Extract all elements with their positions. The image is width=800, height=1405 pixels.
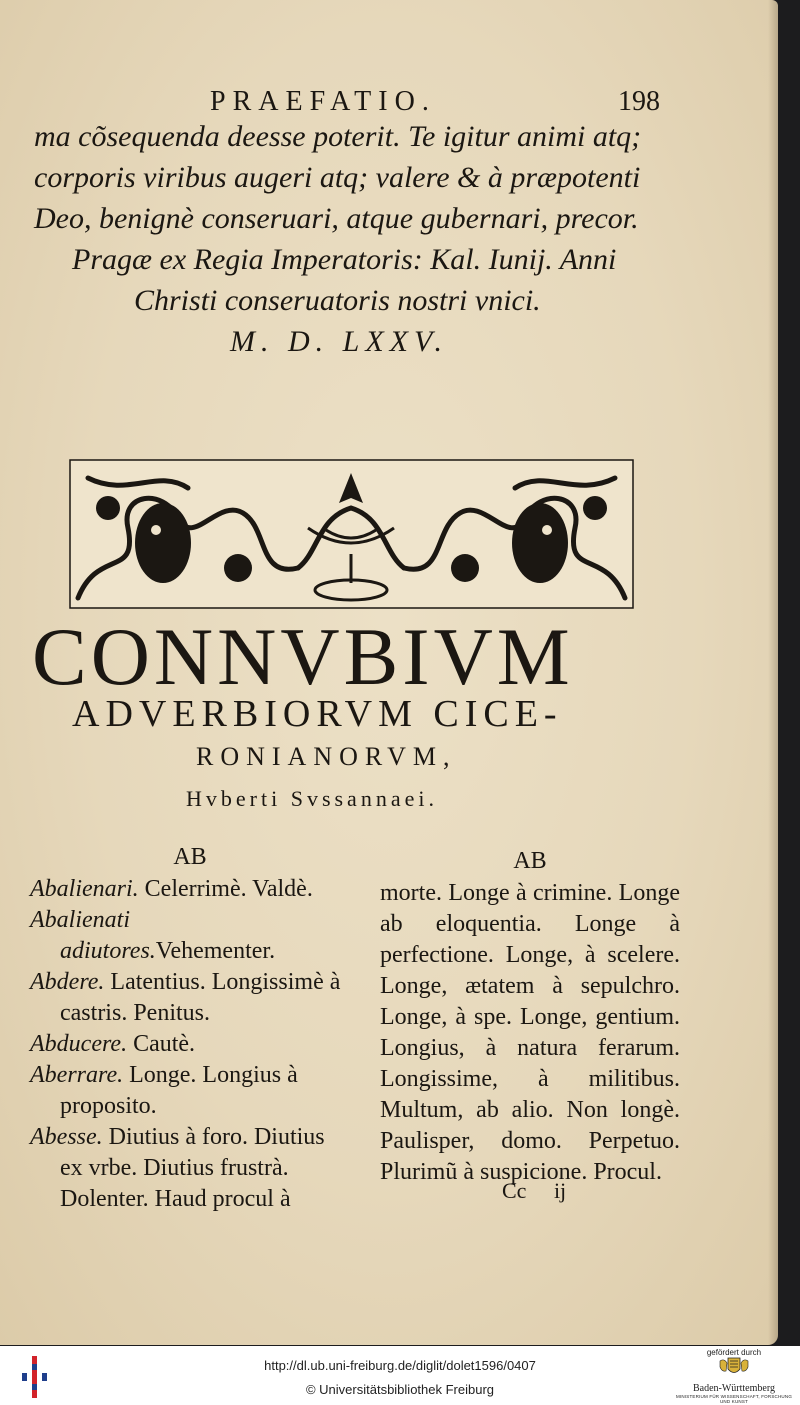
entry-text: Celerrimè. Valdè. (138, 876, 313, 902)
page-number: 198 (618, 86, 660, 117)
woodcut-ornament (68, 458, 635, 610)
funder-label: gefördert durch (706, 1348, 762, 1357)
right-column (380, 846, 680, 1188)
entry-lemma: Abducere. (30, 1031, 128, 1057)
permalink-url[interactable]: http://dl.ub.uni-freiburg.de/diglit/dolet1596/0407 (264, 1358, 536, 1373)
dictionary-entry (30, 1060, 350, 1122)
signature-mark: Cc ij (502, 1178, 567, 1203)
entry-text: Cautè. (127, 1031, 196, 1057)
preface-line: ma cõsequenda deesse poterit. Te igitur animi atq; (34, 120, 642, 153)
dictionary-entry (30, 1122, 350, 1215)
entry-text: Diutius à foro. Diutius ex vrbe. Diutius frustrà. Dolenter. Haud procul à (60, 1124, 325, 1212)
right-column-heading: AB (513, 848, 547, 874)
left-column-heading: AB (173, 844, 207, 870)
dictionary-entry (30, 905, 350, 967)
entry-lemma: Abalienati adiutores. (30, 907, 156, 964)
coat-of-arms-icon (717, 1357, 751, 1377)
title-line-3: RONIANORVM, (196, 742, 457, 771)
dictionary-entry (30, 874, 350, 905)
running-head: PRAEFATIO. (210, 86, 436, 117)
viewer-footer (0, 1346, 800, 1405)
preface-line: corporis viribus augeri atq; valere & à præpotenti (34, 161, 641, 194)
funder-ministry: MINISTERIUM FÜR WISSENSCHAFT, FORSCHUNG UND KUNST (675, 1394, 793, 1404)
dictionary-entry (30, 967, 350, 1029)
author-name: Hvberti Svssannaei. (186, 786, 438, 811)
title-line-2: ADVERBIORVM CICE- (72, 693, 563, 735)
preface-line: Deo, benignè conseruari, atque gubernari, precor. (34, 202, 639, 235)
preface-line: Pragæ ex Regia Imperatoris: Kal. Iunij. Anni (72, 243, 617, 276)
entry-lemma: Abalienari. (30, 876, 139, 902)
preface-date: M. D. LXXV. (230, 325, 448, 358)
entry-text: Latentius. Longissimè à castris. Penitus. (60, 969, 341, 1026)
left-column (30, 842, 350, 1215)
title-line-1: CONNVBIVM (32, 611, 574, 702)
entry-text: Vehementer. (155, 938, 276, 964)
entry-text: Longe. Longius à proposito. (60, 1062, 298, 1119)
right-column-text: morte. Longe à crimine. Longe ab eloquentia. Longe à perfectione. Longe, à scelere. Longe, ætatem à sepulchro. Longe, à spe. Longe, gentium. Longius, à natura ferarum. Longissime, à militibus. Multum, ab alio. Non longè. Paulisper, domo. Perpetuo. Plurimũ à suspicione. Procul. (380, 880, 680, 1185)
entry-lemma: Aberrare. (30, 1062, 124, 1088)
entry-lemma: Abdere. (30, 969, 105, 995)
funder-logo (672, 1348, 796, 1404)
copyright-notice: © Universitätsbibliothek Freiburg (305, 1382, 495, 1397)
entry-lemma: Abesse. (30, 1124, 103, 1150)
funder-name: Baden-Württemberg (692, 1383, 775, 1394)
preface-line: Christi conseruatoris nostri vnici. (134, 284, 541, 317)
dictionary-entry (30, 1029, 350, 1060)
